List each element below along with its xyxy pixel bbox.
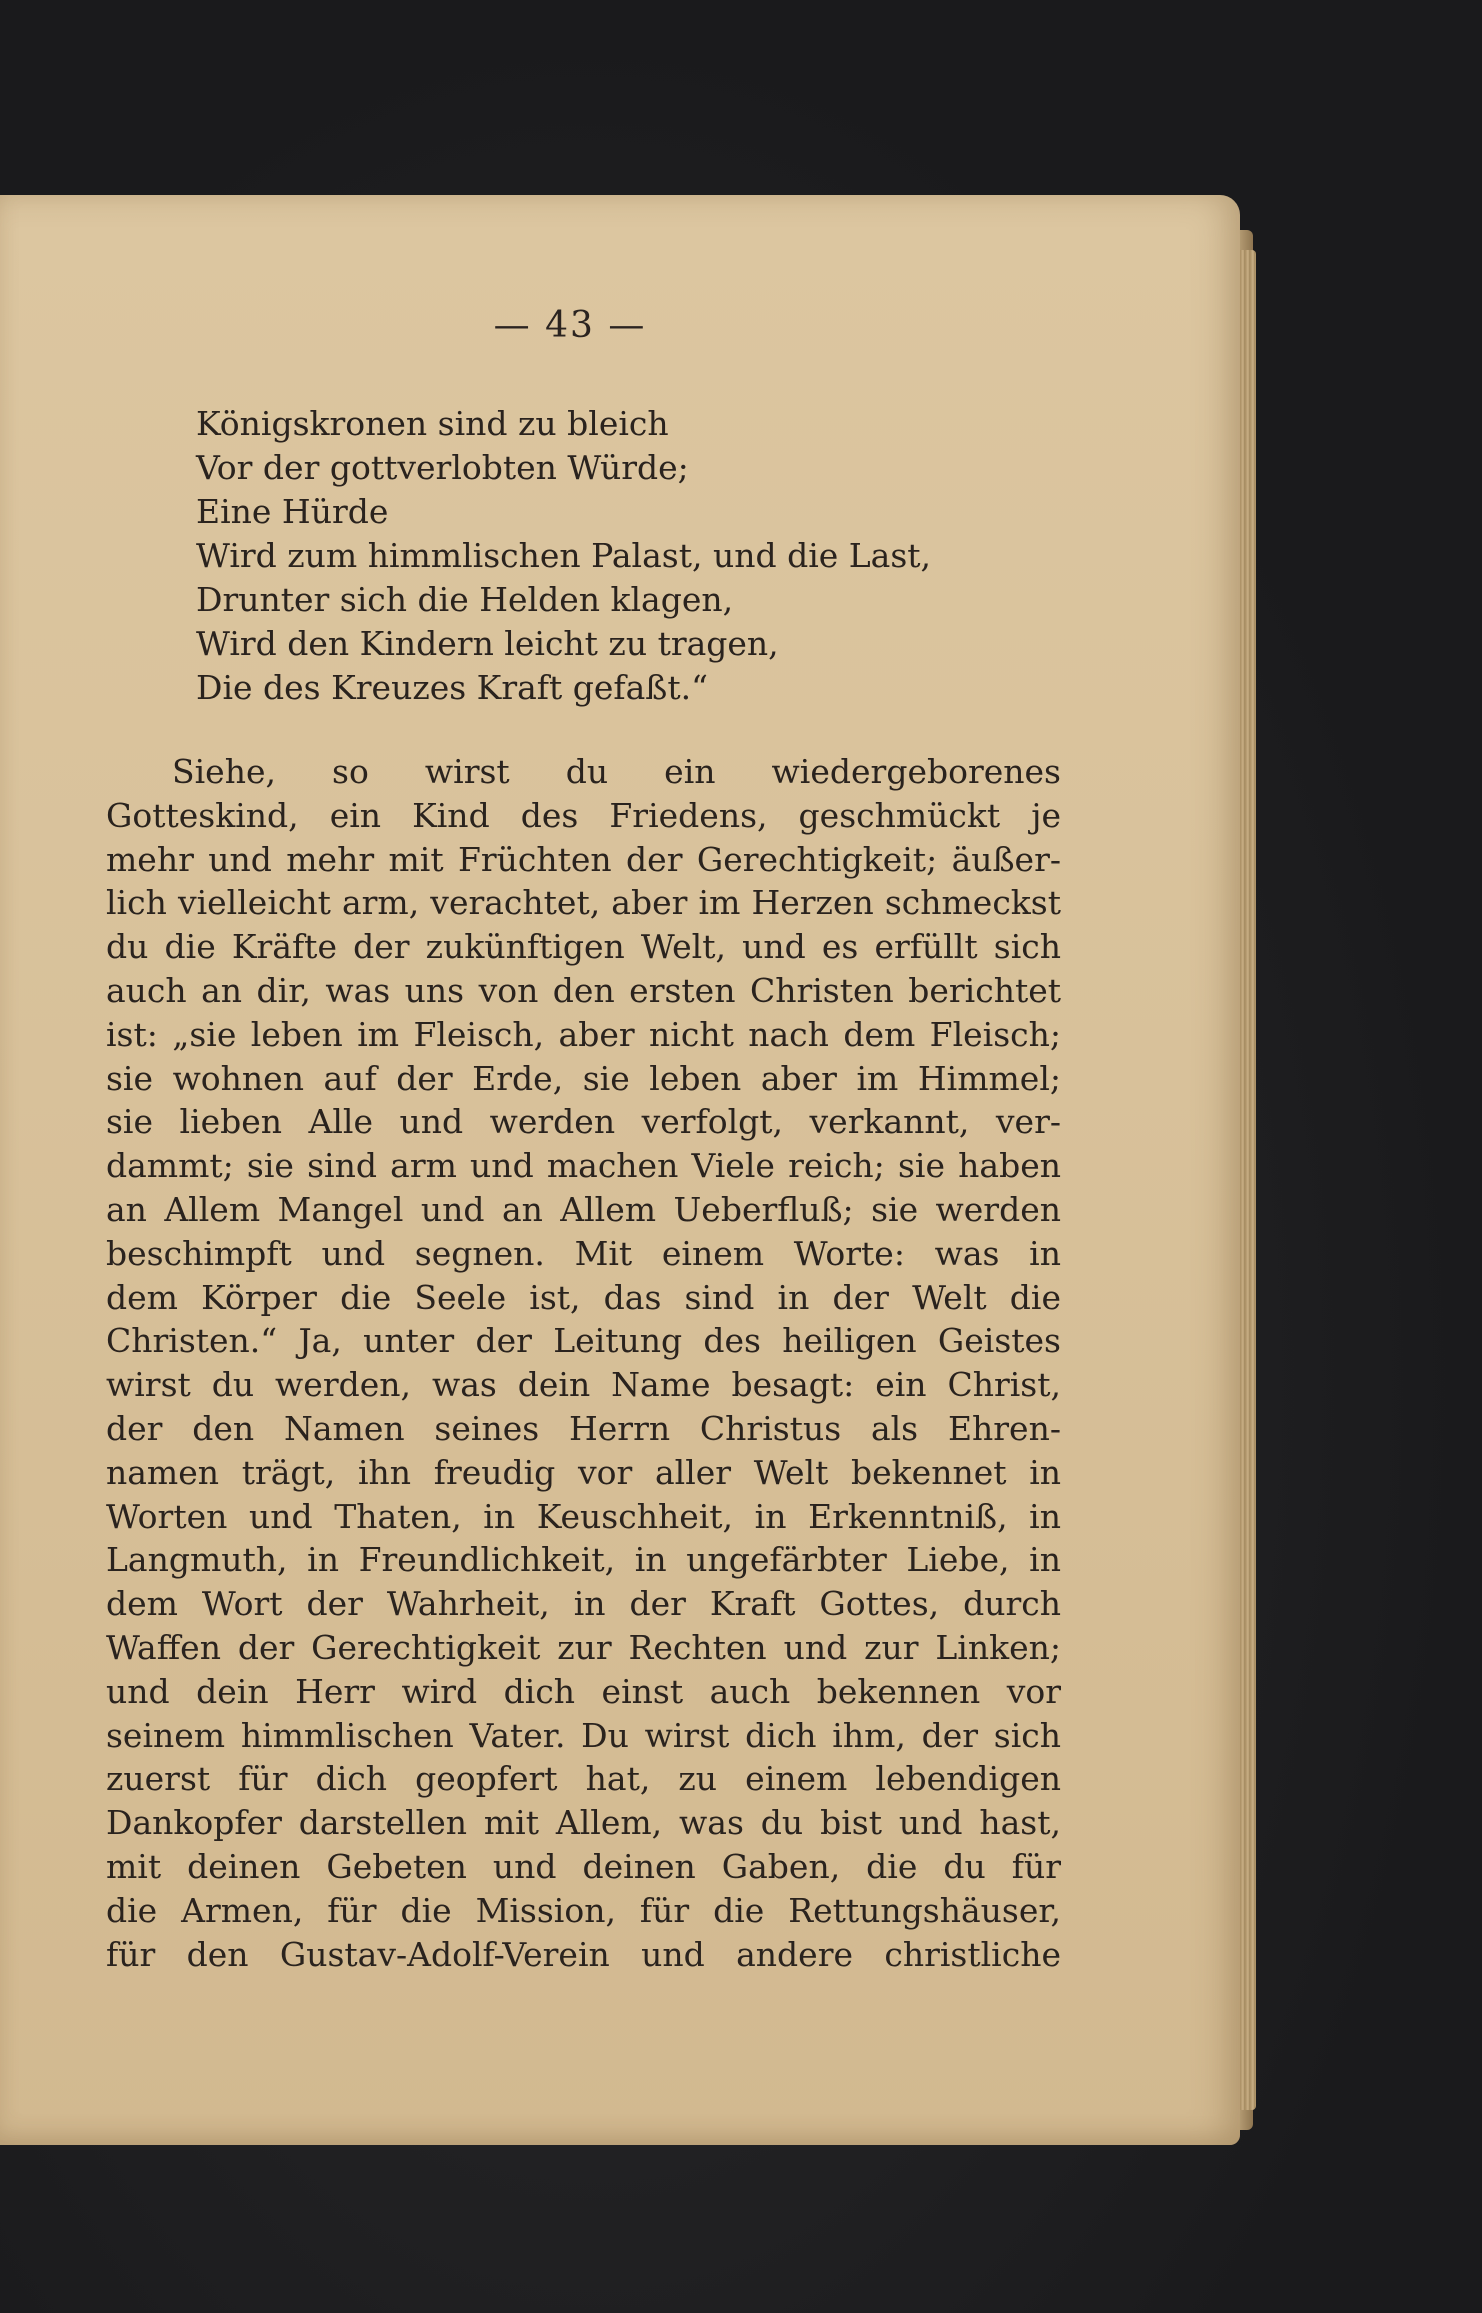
text-line: zuerst für dich geopfert hat, zu einem lebendigen — [106, 1759, 1061, 1799]
text-line: an Allem Mangel und an Allem Ueberfluß; sie werden — [106, 1189, 1061, 1229]
body-paragraph — [106, 750, 1061, 1976]
text-line: dem Wort der Wahrheit, in der Kraft Gottes, durch — [106, 1584, 1061, 1624]
text-line: ist: „sie leben im Fleisch, aber nicht nach dem Fleisch; — [106, 1014, 1061, 1054]
book-page-stack — [1240, 250, 1256, 2110]
poem-line: Wird den Kindern leicht zu tragen, — [196, 624, 779, 663]
text-line: sie lieben Alle und werden verfolgt, verkannt, ver- — [106, 1102, 1061, 1142]
poem-line: Eine Hürde — [196, 492, 389, 531]
poem-line: Wird zum himmlischen Palast, und die Last, — [196, 536, 932, 575]
text-line: seinem himmlischen Vater. Du wirst dich ihm, der sich — [106, 1715, 1061, 1755]
text-line: Christen.“ Ja, unter der Leitung des heiligen Geistes — [106, 1321, 1061, 1361]
text-line: namen trägt, ihn freudig vor aller Welt bekennet in — [106, 1452, 1061, 1492]
text-line: für den Gustav-Adolf-Verein und andere christliche — [106, 1934, 1061, 1974]
poem-line: Die des Kreuzes Kraft gefaßt.“ — [196, 668, 708, 707]
text-line: und dein Herr wird dich einst auch bekennen vor — [106, 1671, 1061, 1711]
text-line: Langmuth, in Freundlichkeit, in ungefärbter Liebe, in — [106, 1540, 1061, 1580]
text-line: Dankopfer darstellen mit Allem, was du bist und hast, — [106, 1803, 1061, 1843]
text-line: Gotteskind, ein Kind des Friedens, geschmückt je — [106, 795, 1061, 835]
text-line: auch an dir, was uns von den ersten Christen berichtet — [106, 970, 1061, 1010]
text-line: mehr und mehr mit Früchten der Gerechtigkeit; äußer- — [106, 839, 1061, 879]
text-line: Waffen der Gerechtigkeit zur Rechten und zur Linken; — [106, 1627, 1061, 1667]
text-line: lich vielleicht arm, verachtet, aber im Herzen schmeckst — [106, 883, 1061, 923]
text-line: du die Kräfte der zukünftigen Welt, und es erfüllt sich — [106, 927, 1061, 967]
text-line: mit deinen Gebeten und deinen Gaben, die du für — [106, 1846, 1061, 1886]
text-line: Worten und Thaten, in Keuschheit, in Erkenntniß, in — [106, 1496, 1061, 1536]
poem-block — [196, 402, 1096, 710]
text-line: der den Namen seines Herrn Christus als Ehren- — [106, 1408, 1061, 1448]
text-line: die Armen, für die Mission, für die Rettungshäuser, — [106, 1890, 1061, 1930]
text-line: beschimpft und segnen. Mit einem Worte: was in — [106, 1233, 1061, 1273]
page-number: — 43 — — [493, 305, 647, 346]
text-line: wirst du werden, was dein Name besagt: ein Christ, — [106, 1365, 1061, 1405]
text-line: Siehe, so wirst du ein wiedergeborenes — [172, 752, 1061, 791]
poem-line: Vor der gottverlobten Würde; — [196, 448, 689, 487]
text-line: dammt; sie sind arm und machen Viele reich; sie haben — [106, 1146, 1061, 1186]
text-line: sie wohnen auf der Erde, sie leben aber im Himmel; — [106, 1058, 1061, 1098]
poem-line: Königskronen sind zu bleich — [196, 404, 669, 443]
text-line: dem Körper die Seele ist, das sind in der Welt die — [106, 1277, 1061, 1317]
poem-line: Drunter sich die Helden klagen, — [196, 580, 734, 619]
